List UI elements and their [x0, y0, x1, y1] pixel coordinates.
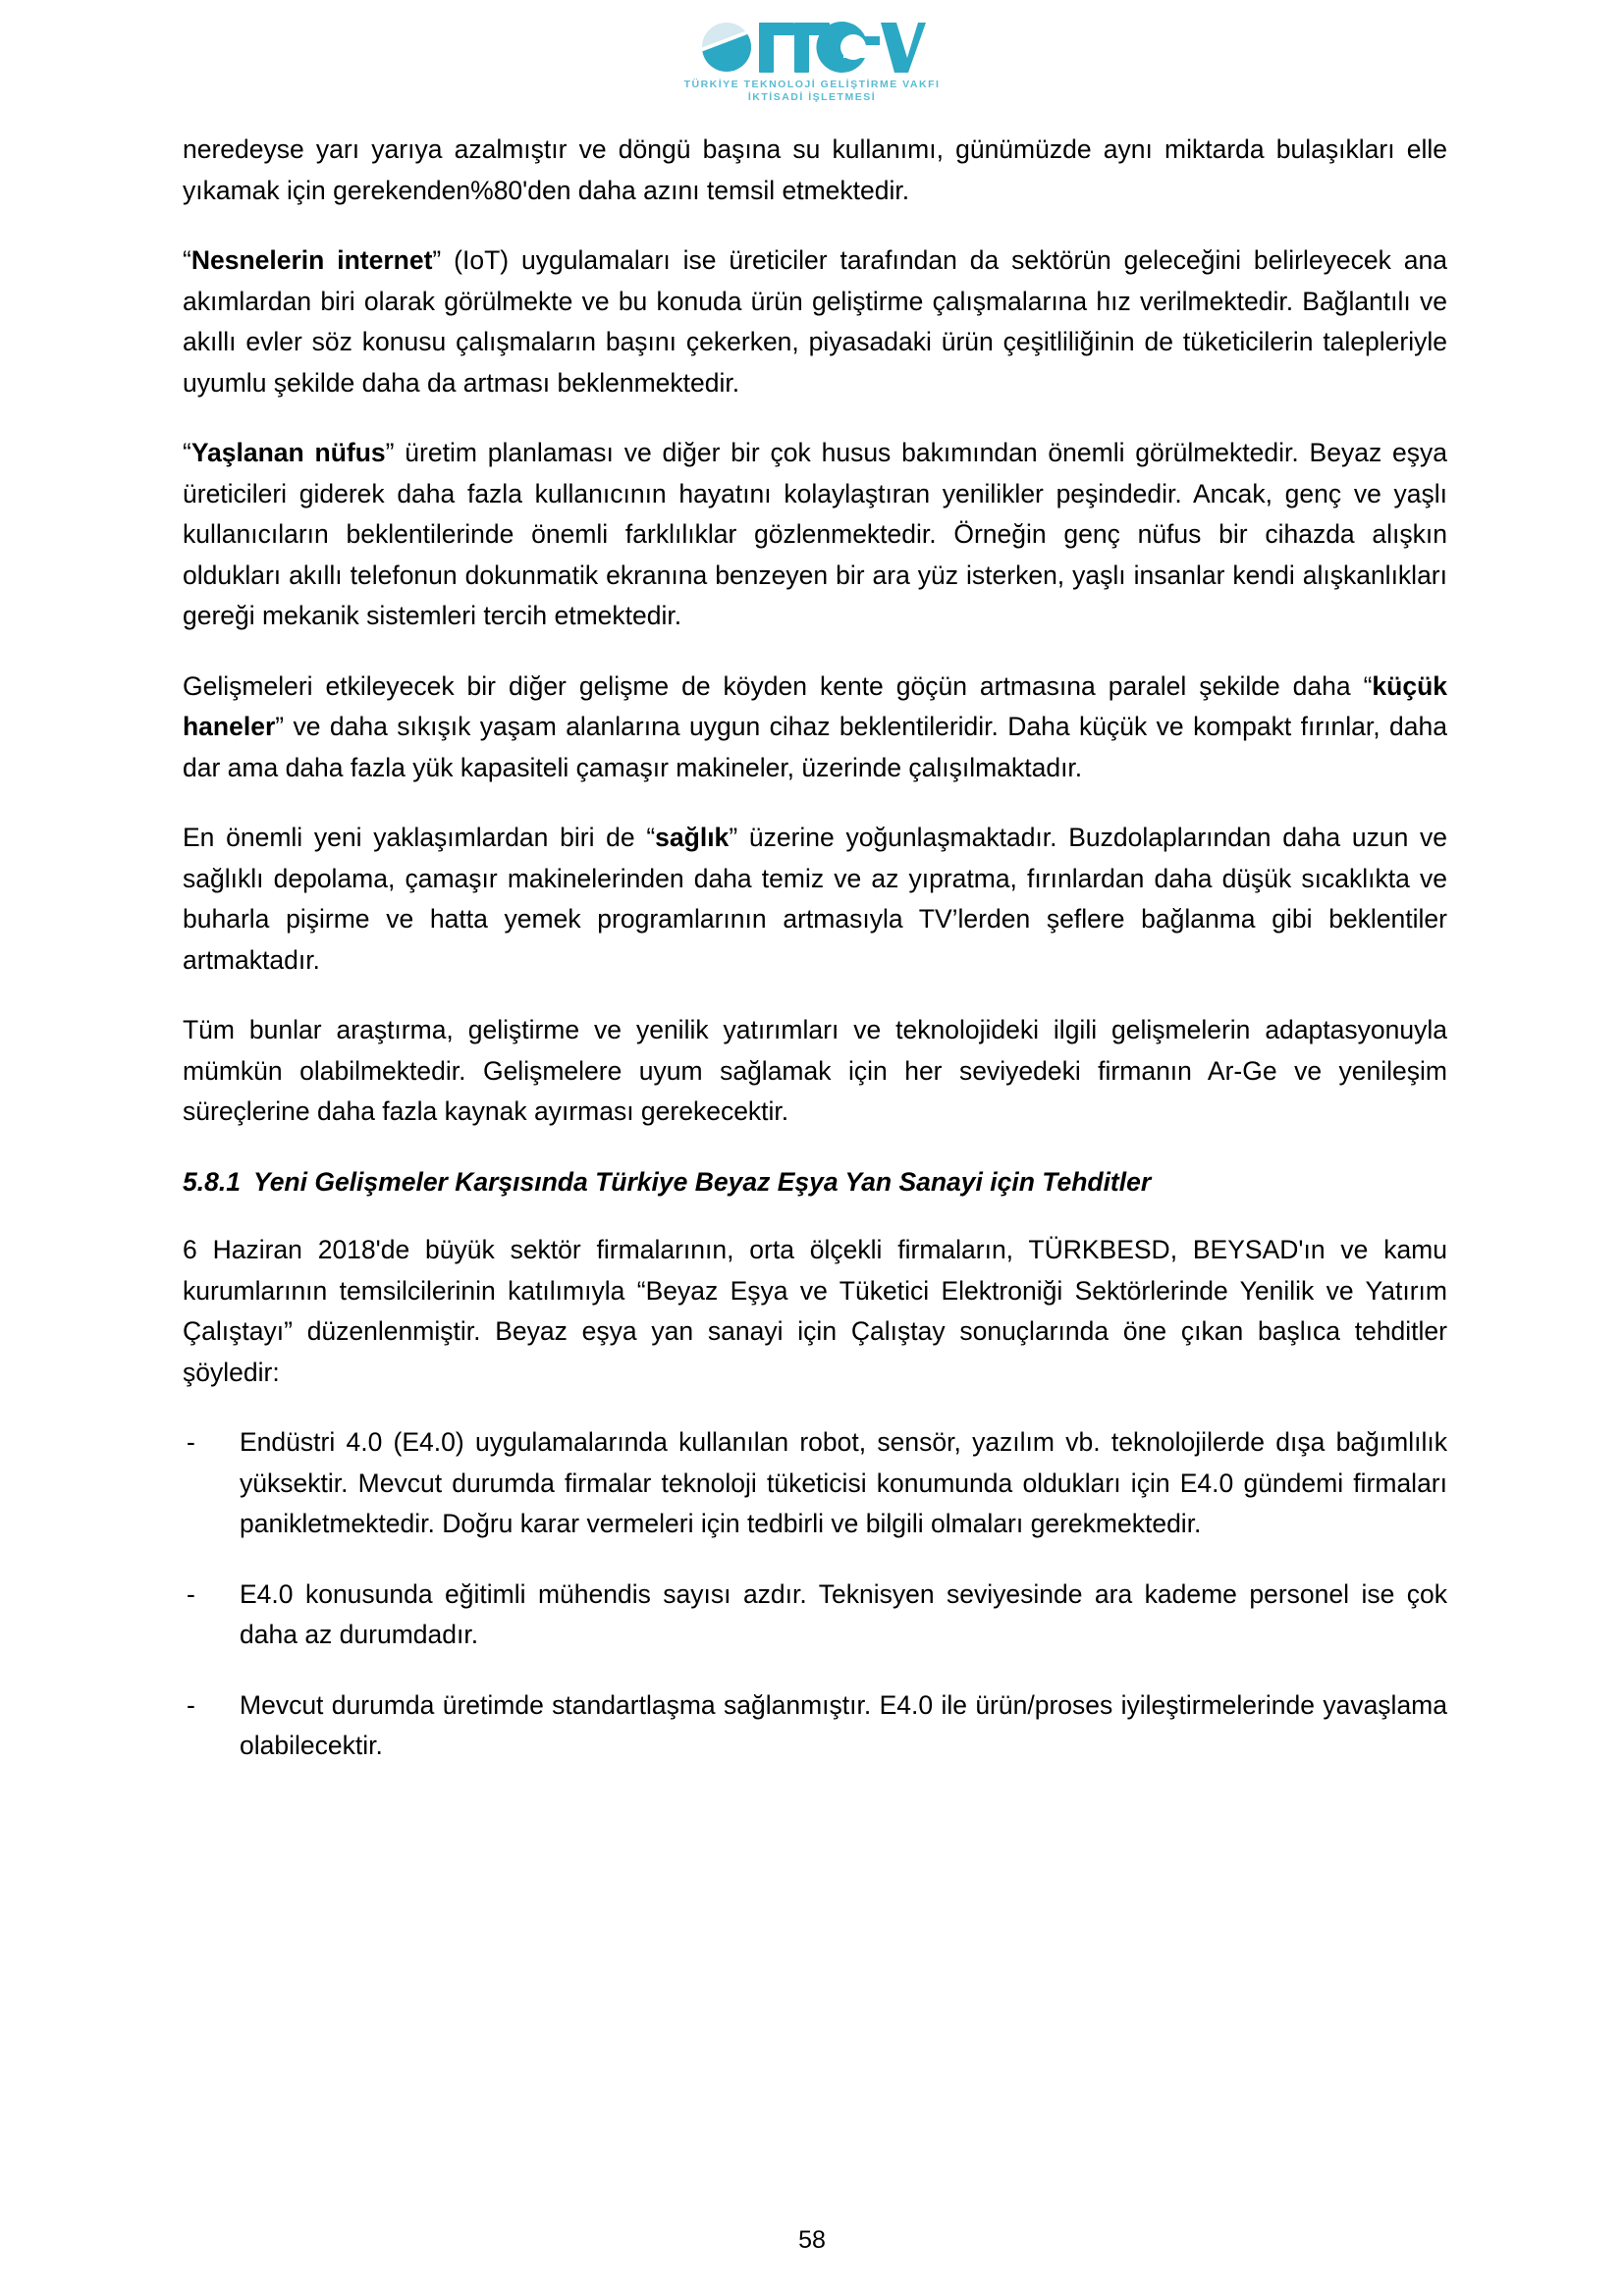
run-text: neredeyse yarı yarıya azalmıştır ve döngü başına su kullanımı, günümüzde aynı miktarda bulaşıkları elle yıkamak için gerekenden%80'den daha azını temsil etmektedir. — [183, 134, 1447, 205]
run-text: “ — [183, 245, 191, 275]
page-number: 58 — [798, 2226, 826, 2254]
paragraph-small-households — [183, 667, 1447, 789]
ttgv-subtitle-line1: TÜRKİYE TEKNOLOJİ GELİŞTİRME VAKFI — [683, 79, 941, 90]
threat-list-item — [183, 1575, 1447, 1656]
paragraph-rnd-adaptation — [183, 1010, 1447, 1133]
emphasis-text: küçük haneler — [183, 670, 1447, 741]
run-text: Tüm bunlar araştırma, geliştirme ve yenilik yatırımları ve teknolojideki ilgili gelişmelerin adaptasyonuyla mümkün olabilmektedir. Gelişmelere uyum sağlamak için her seviyedeki firmanın Ar-Ge ve yenileşim süreçlerine daha fazla kaynak ayırması gerekecektir. — [183, 1015, 1447, 1126]
threat-list-item — [183, 1422, 1447, 1545]
emphasis-text: sağlık — [655, 823, 730, 852]
paragraph-iot — [183, 240, 1447, 403]
emphasis-text: Nesnelerin internet — [190, 245, 433, 275]
logo-circle-icon — [698, 23, 755, 76]
run-text: ” üzerine yoğunlaşmaktadır. Buzdolaplarından daha uzun ve sağlıklı depolama, çamaşır makinelerinden daha temiz ve az yıpratma, fırınlardan daha düşük sıcaklıkta ve buharla pişirme ve hatta yemek programlarının artmasıyla TV’lerden şeflere bağlanma gibi beklentiler artmaktadır. — [183, 823, 1448, 975]
ttgv-logo-subtitle — [684, 79, 941, 104]
run-text: Gelişmeleri etkileyecek bir diğer gelişme de köyden kente göçün artmasına paralel şekilde daha “ — [183, 670, 1373, 701]
ttgv-subtitle-line2: İKTİSADİ İŞLETMESİ — [747, 91, 877, 104]
threat-item-text: Endüstri 4.0 (E4.0) uygulamalarında kullanılan robot, sensör, yazılım vb. teknolojilerde dışa bağımlılık yüksektir. Mevcut durumda firmalar teknoloji tüketicisi konumunda oldukları için E4.0 gündemi firmaları panikletmektedir. Doğru karar vermeleri için tedbirli ve bilgili olmaları gerekmektedir. — [240, 1427, 1447, 1538]
ttgv-logo — [665, 18, 959, 104]
threat-list — [183, 1422, 1447, 1767]
paragraph-water-usage — [183, 130, 1447, 211]
run-text: 6 Haziran 2018'de büyük sektör firmalarının, orta ölçekli firmaların, TÜRKBESD, BEYSAD'ın ve kamu kurumlarının temsilcilerinin katılımıyla “Beyaz Eşya ve Tüketici Elektroniği Sektörlerinde Yenilik ve Yatırım Çalıştayı” düzenlenmiştir. Beyaz eşya yan sanayi için Çalıştay sonuçlarında öne çıkan başlıca tehditler şöyledir: — [183, 1235, 1447, 1387]
threat-list-item — [183, 1685, 1447, 1767]
run-text: “ — [183, 438, 191, 467]
run-text: ” üretim planlaması ve diğer bir çok husus bakımından önemli görülmektedir. Beyaz eşya üreticileri giderek daha fazla kullanıcının hayatını kolaylaştıran yenilikler peşindedir. Ancak, genç ve yaşlı kullanıcıların beklentilerinde önemli farklılıklar gözlenmektedir. Örneğin genç nüfus bir cihazda alışkın oldukları akıllı telefonun dokunmatik ekranına benzeyen bir ara yüz isterken, yaşlı insanlar kendi alışkanlıkları gereği mekanik sistemleri tercih etmektedir. — [183, 438, 1447, 630]
threat-item-text: E4.0 konusunda eğitimli mühendis sayısı azdır. Teknisyen seviyesinde ara kademe personel ise çok daha az durumdadır. — [240, 1578, 1447, 1649]
paragraph-workshop-intro — [183, 1230, 1447, 1393]
section-number: 5.8.1 — [183, 1166, 241, 1197]
list-dash-marker: - — [187, 1689, 195, 1720]
run-text: En önemli yeni yaklaşımlardan biri de “ — [183, 823, 656, 852]
list-dash-marker: - — [187, 1578, 195, 1609]
logo-wordmark-icon — [759, 22, 926, 73]
emphasis-text: Yaşlanan nüfus — [190, 438, 386, 467]
section-heading-5-8-1 — [183, 1162, 1447, 1203]
page-header — [0, 0, 1624, 104]
run-text: ” ve daha sıkışık yaşam alanlarına uygun cihaz beklentileridir. Daha küçük ve kompakt fırınlar, daha dar ama daha fazla yük kapasiteli çamaşır makineler, üzerinde çalışılmaktadır. — [183, 712, 1447, 782]
paragraph-aging-population — [183, 433, 1447, 637]
list-dash-marker: - — [187, 1427, 195, 1457]
page-footer — [0, 2225, 1624, 2255]
threat-item-text: Mevcut durumda üretimde standartlaşma sağlanmıştır. E4.0 ile ürün/proses iyileştirmelerinde yavaşlama olabilecektir. — [240, 1689, 1447, 1760]
run-text: ” (IoT) uygulamaları ise üreticiler tarafından da sektörün geleceğini belirleyecek ana akımlardan biri olarak görülmekte ve bu konuda ürün geliştirme çalışmalarına hız verilmektedir. Bağlantılı ve akıllı evler söz konusu çalışmaların başını çekerken, piyasadaki ürün çeşitliliğinin de tüketicilerin talepleriyle uyumlu şekilde daha da artması beklenmektedir. — [183, 245, 1447, 398]
paragraph-health — [183, 818, 1447, 981]
document-body — [183, 130, 1447, 1767]
section-title: Yeni Gelişmeler Karşısında Türkiye Beyaz Eşya Yan Sanayi için Tehditler — [253, 1166, 1152, 1197]
ttgv-logo-icon — [698, 18, 926, 77]
